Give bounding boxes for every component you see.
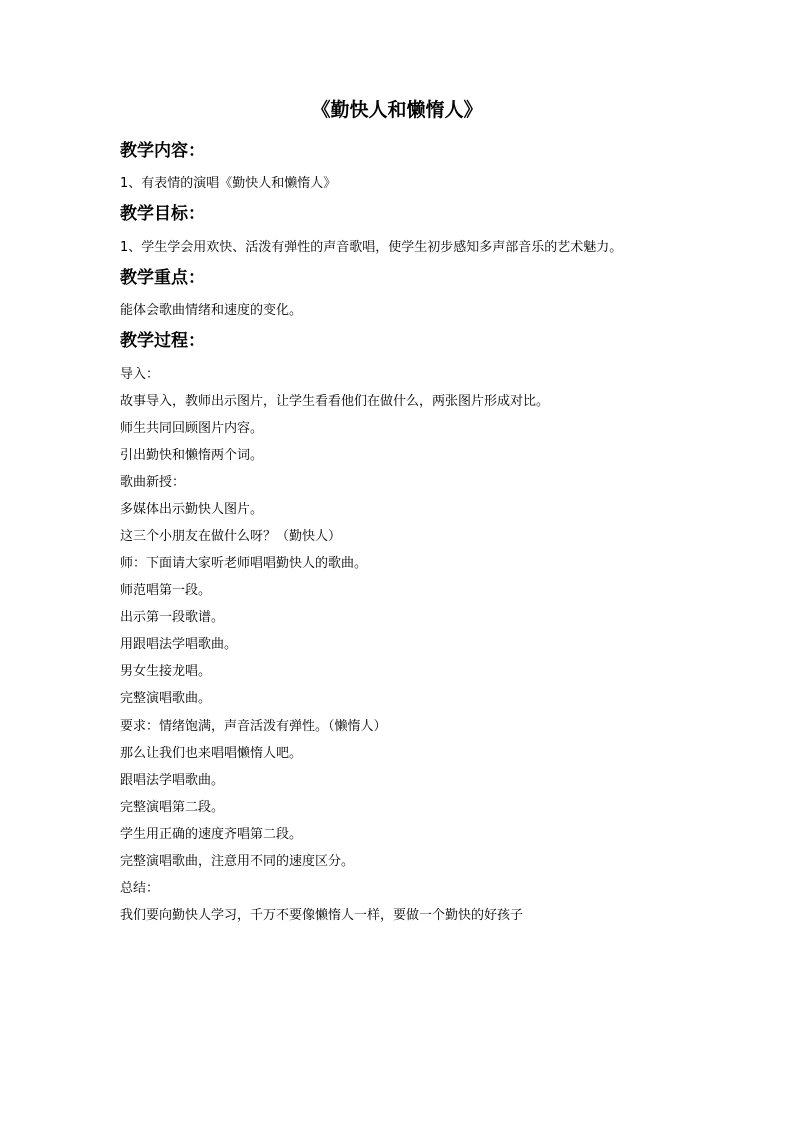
process-line: 学生用正确的速度齐唱第二段。 xyxy=(120,827,303,842)
process-line: 多媒体出示勤快人图片。 xyxy=(120,502,264,517)
process-line: 出示第一段歌谱。 xyxy=(120,610,225,625)
section-heading-key-points: 教学重点： xyxy=(120,268,205,288)
process-line: 这三个小朋友在做什么呀？（勤快人） xyxy=(120,529,342,544)
document-title: 《勤快人和懒惰人》 xyxy=(311,99,483,121)
process-line: 师：下面请大家听老师唱唱勤快人的歌曲。 xyxy=(120,556,368,571)
process-line: 歌曲新授： xyxy=(120,475,186,490)
section-heading-content: 教学内容： xyxy=(120,141,205,161)
process-line: 引出勤快和懒惰两个词。 xyxy=(120,448,264,463)
process-line: 跟唱法学唱歌曲。 xyxy=(120,773,225,788)
process-line: 男女生接龙唱。 xyxy=(120,664,212,679)
process-line: 总结： xyxy=(120,881,160,896)
process-line: 师生共同回顾图片内容。 xyxy=(120,421,264,436)
process-line: 我们要向勤快人学习，千万不要像懒惰人一样，要做一个勤快的好孩子 xyxy=(120,908,524,923)
process-line: 要求：情绪饱满，声音活泼有弹性。（懒惰人） xyxy=(120,719,387,734)
process-line: 完整演唱歌曲。 xyxy=(120,691,212,706)
process-line: 导入： xyxy=(120,367,160,382)
process-line: 完整演唱歌曲，注意用不同的速度区分。 xyxy=(120,854,355,869)
process-line: 师范唱第一段。 xyxy=(120,583,212,598)
section-heading-process: 教学过程： xyxy=(120,331,205,351)
process-line: 故事导入，教师出示图片，让学生看看他们在做什么，两张图片形成对比。 xyxy=(120,394,550,409)
process-line: 完整演唱第二段。 xyxy=(120,800,225,815)
key-points-line-1: 能体会歌曲情绪和速度的变化。 xyxy=(120,303,303,318)
goals-line-1: 1、学生学会用欢快、活泼有弹性的声音歌唱，使学生初步感知多声部音乐的艺术魅力。 xyxy=(120,240,623,255)
section-heading-goals: 教学目标： xyxy=(120,204,205,224)
process-line: 用跟唱法学唱歌曲。 xyxy=(120,637,238,652)
content-line-1: 1、有表情的演唱《勤快人和懒惰人》 xyxy=(120,176,337,191)
process-line: 那么让我们也来唱唱懒惰人吧。 xyxy=(120,746,303,761)
